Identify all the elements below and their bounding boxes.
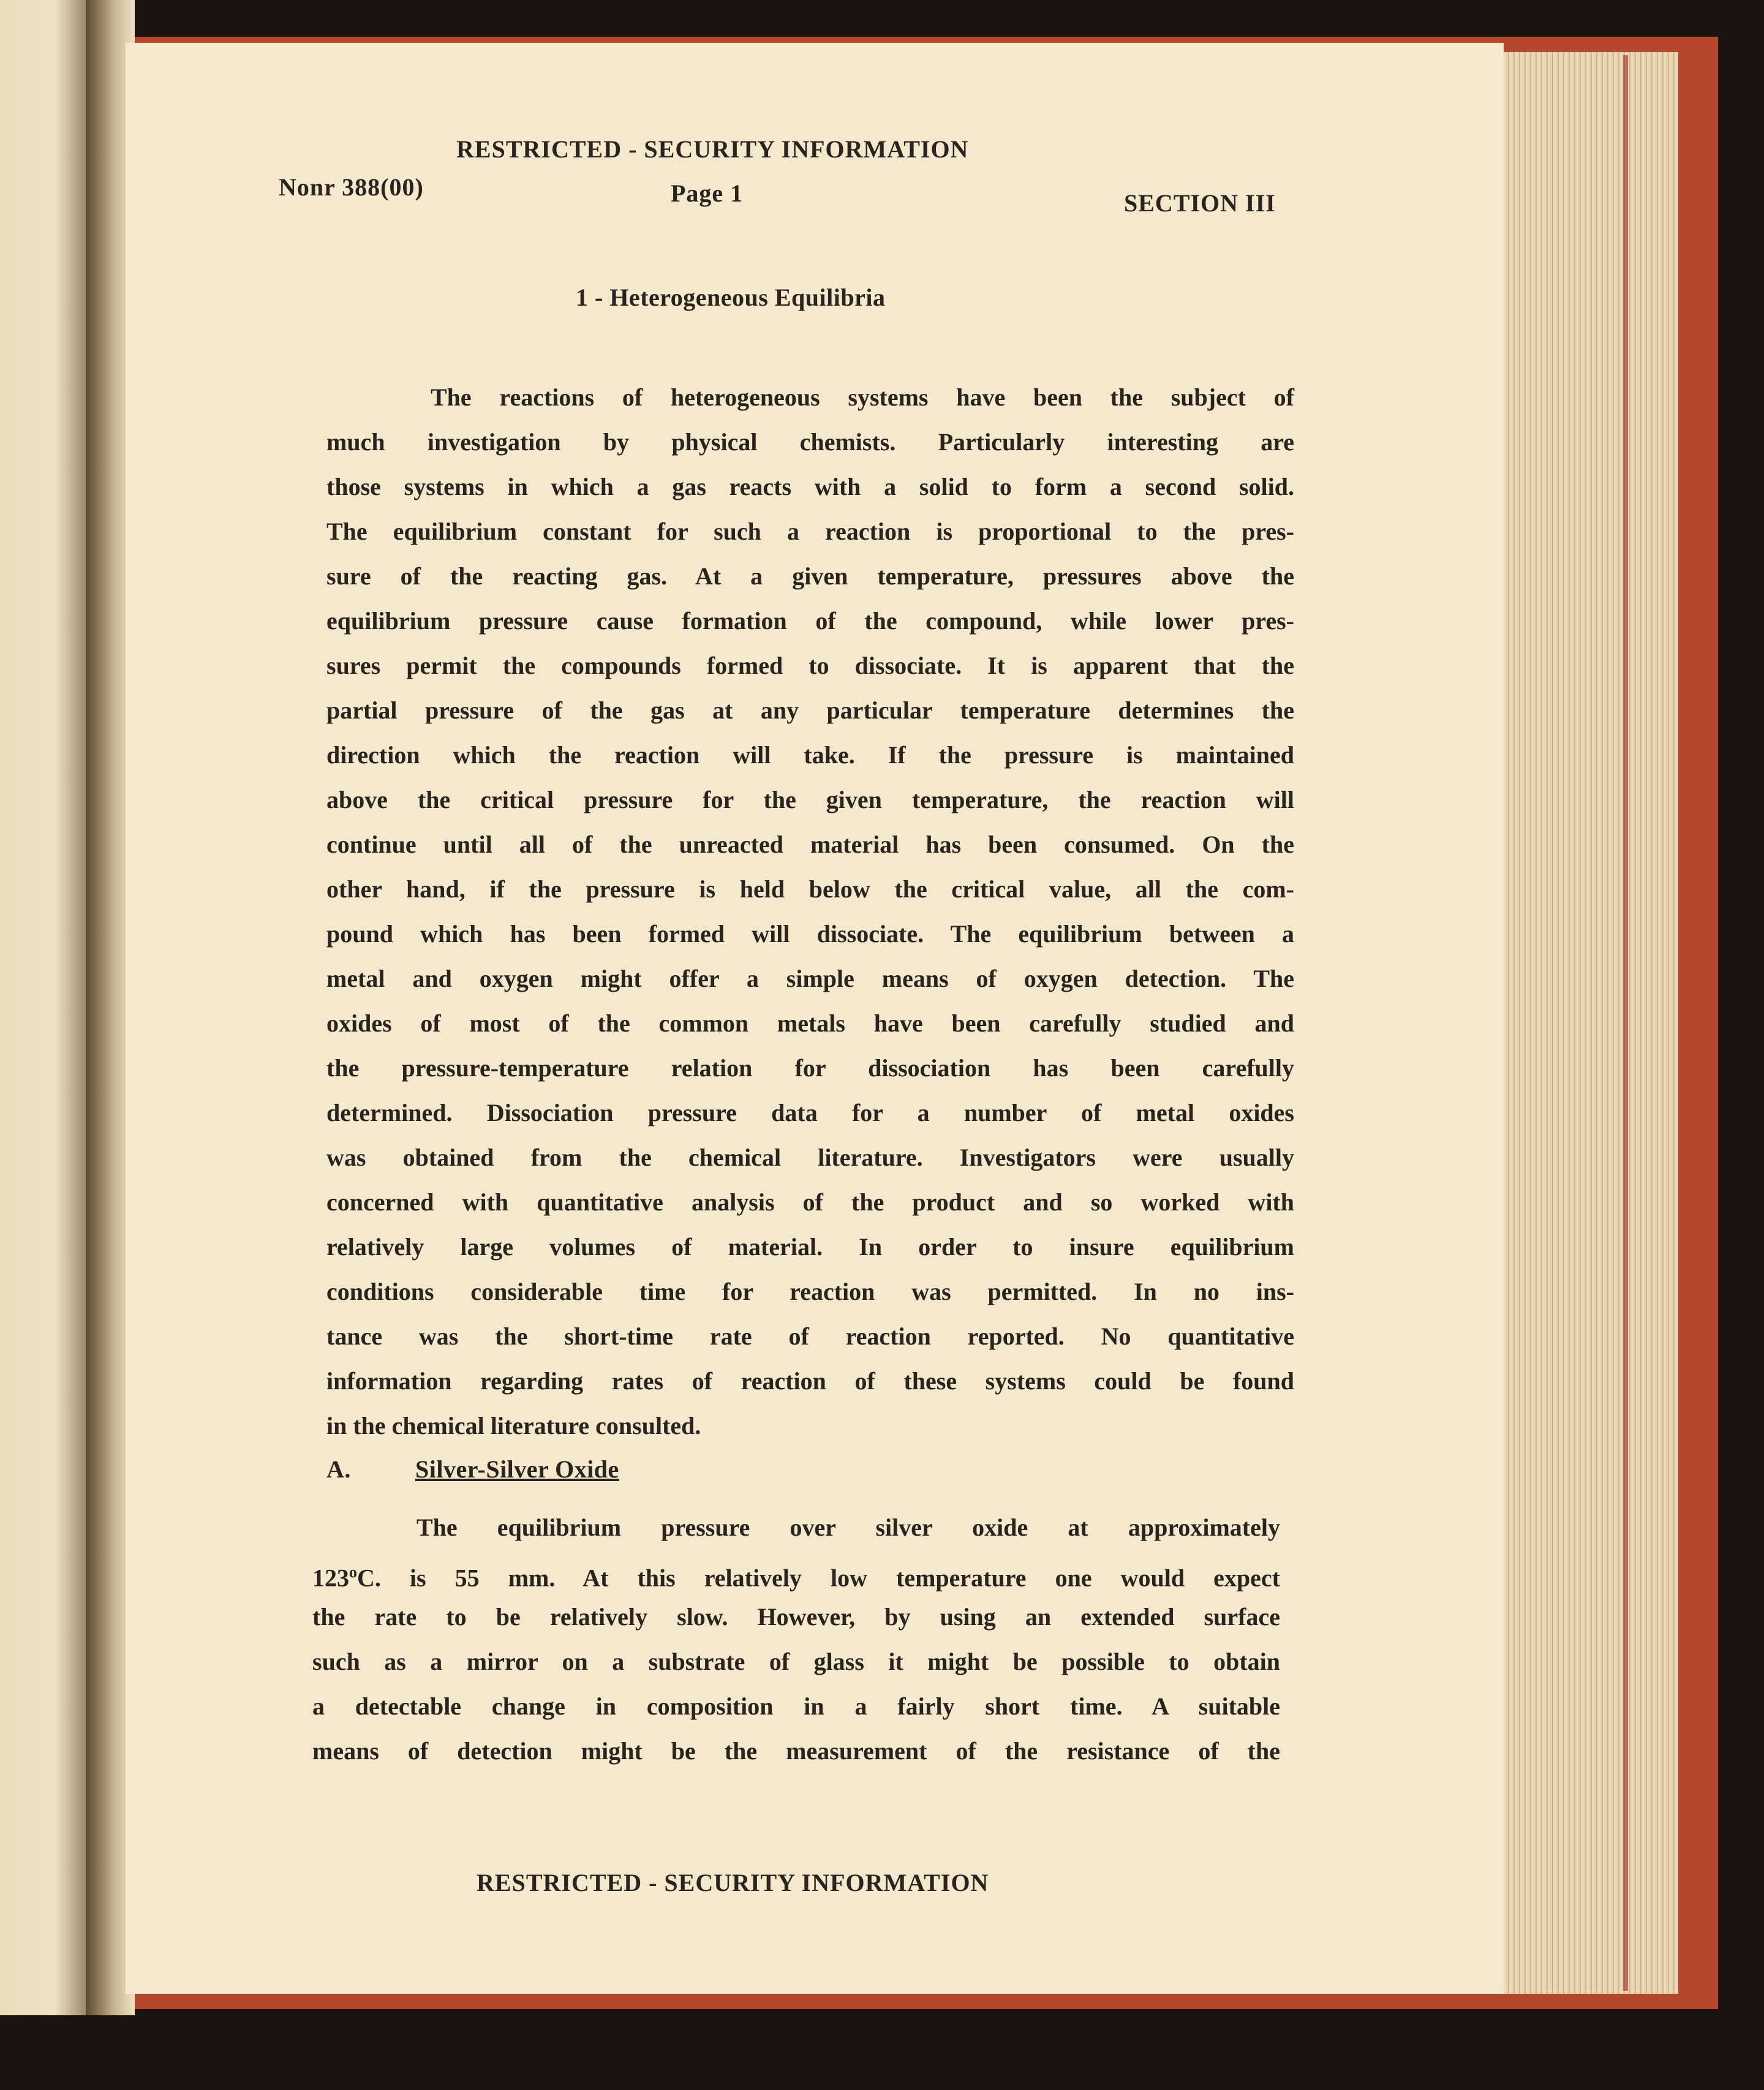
subsection-heading	[326, 1455, 619, 1484]
header-page-number: Page 1	[671, 179, 744, 207]
paragraph-line: determined. Dissociation pressure data for a number of metal oxides	[326, 1099, 1294, 1126]
paragraph-line	[312, 1550, 1280, 1594]
degree-symbol: o	[349, 1563, 357, 1581]
section-title: 1 - Heterogeneous Equilibria	[576, 284, 886, 311]
paragraph-line: the pressure-temperature relation for dissociation has been carefully	[326, 1054, 1294, 1082]
paragraph-line: other hand, if the pressure is held below the critical value, all the com-	[326, 875, 1294, 903]
header-section: SECTION III	[1124, 189, 1276, 217]
paragraph-line: means of detection might be the measurement of the resistance of the	[312, 1737, 1280, 1765]
paragraph-line: metal and oxygen might offer a simple means of oxygen detection. The	[326, 965, 1294, 992]
paragraph-line: equilibrium pressure cause formation of the compound, while lower pres-	[326, 607, 1294, 635]
left-page	[0, 0, 92, 2015]
temperature-value: 123	[312, 1564, 349, 1592]
paragraph-line: much investigation by physical chemists. Particularly interesting are	[326, 428, 1294, 456]
paragraph-line: pound which has been formed will dissociate. The equilibrium between a	[326, 920, 1294, 948]
paragraph-line: continue until all of the unreacted material has been consumed. On the	[326, 831, 1294, 858]
paragraph-line: conditions considerable time for reaction was permitted. In no ins-	[326, 1278, 1294, 1305]
paragraph-line: oxides of most of the common metals have been carefully studied and	[326, 1009, 1294, 1037]
footer-classification: RESTRICTED - SECURITY INFORMATION	[477, 1869, 989, 1896]
line-rest: C. is 55 mm. At this relatively low temperature one would expect	[357, 1564, 1280, 1592]
paragraph-line: The equilibrium pressure over silver oxide at approximately	[417, 1514, 1280, 1541]
paragraph-line: sure of the reacting gas. At a given temperature, pressures above the	[326, 562, 1294, 590]
paragraph-line: relatively large volumes of material. In order to insure equilibrium	[326, 1233, 1294, 1261]
page-edges	[1501, 52, 1678, 1994]
paragraph-line: sures permit the compounds formed to dissociate. It is apparent that the	[326, 652, 1294, 679]
paragraph-1	[326, 375, 1306, 1448]
paragraph-line: The equilibrium constant for such a reaction is proportional to the pres-	[326, 518, 1294, 545]
paragraph-line: partial pressure of the gas at any particular temperature determines the	[326, 696, 1294, 724]
paragraph-line: a detectable change in composition in a fairly short time. A suitable	[312, 1692, 1280, 1720]
paragraph-line: tance was the short-time rate of reaction reported. No quantitative	[326, 1322, 1294, 1350]
paragraph-line: concerned with quantitative analysis of the product and so worked with	[326, 1188, 1294, 1216]
paragraph-line: was obtained from the chemical literature. Investigators were usually	[326, 1144, 1294, 1171]
paragraph-line: above the critical pressure for the given temperature, the reaction will	[326, 786, 1294, 813]
header-contract: Nonr 388(00)	[279, 173, 424, 201]
paragraph-line: information regarding rates of reaction of these systems could be found	[326, 1367, 1294, 1395]
paragraph-line: direction which the reaction will take. If the pressure is maintained	[326, 741, 1294, 769]
paragraph-2	[312, 1505, 1280, 1773]
header-classification: RESTRICTED - SECURITY INFORMATION	[456, 135, 969, 163]
paragraph-line: in the chemical literature consulted.	[326, 1412, 701, 1439]
paragraph-line: The reactions of heterogeneous systems have been the subject of	[431, 383, 1294, 411]
paragraph-line: those systems in which a gas reacts with a solid to form a second solid.	[326, 473, 1294, 500]
paragraph-line: the rate to be relatively slow. However, by using an extended surface	[312, 1603, 1280, 1631]
ribbon-bookmark	[1623, 55, 1628, 1991]
paragraph-line: such as a mirror on a substrate of glass it might be possible to obtain	[312, 1648, 1280, 1675]
subsection-title: Silver-Silver Oxide	[415, 1455, 619, 1483]
subsection-label: A.	[326, 1455, 351, 1483]
